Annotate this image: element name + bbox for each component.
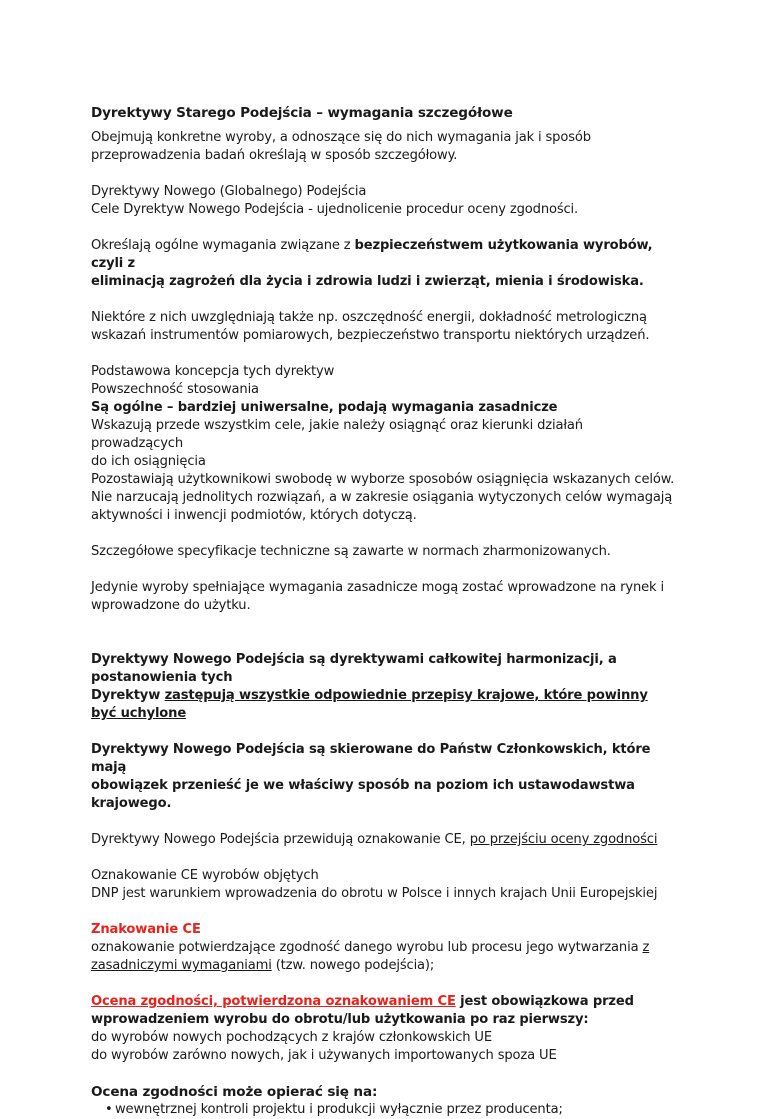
page-heading: Dyrektywy Starego Podejścia – wymagania szczegółowe <box>91 105 513 121</box>
concept-line: Podstawowa koncepcja tych dyrektyw <box>91 364 335 379</box>
concept-line: Nie narzucają jednolitych rozwiązań, a w zakresie osiągania wytyczonych celów wymagają <box>91 490 673 505</box>
ce-products-line: Oznakowanie CE wyrobów objętych <box>91 868 319 883</box>
some-line: wskazań instrumentów pomiarowych, bezpieczeństwo transportu niektórych urządzeń. <box>91 328 650 343</box>
concept-line: Pozostawiają użytkownikowi swobodę w wyborze sposobów osiągnięcia wskazanych celów. <box>91 472 675 487</box>
concept-line: Wskazują przede wszystkim cele, jakie należy osiągnąć oraz kierunki działań prowadzących <box>91 418 583 451</box>
only-line: Jedynie wyroby spełniające wymagania zasadnicze mogą zostać wprowadzone na rynek i <box>91 580 664 595</box>
specs-line: Szczegółowe specyfikacje techniczne są zawarte w normach zharmonizowanych. <box>91 544 611 559</box>
document-body <box>91 104 676 1119</box>
requirements-line: eliminacją zagrożeń dla życia i zdrowia ludzi i zwierząt, mienia i środowiska. <box>91 274 644 289</box>
ocena-line: do wyrobów nowych pochodzących z krajów członkowskich UE <box>91 1030 492 1045</box>
ocena-line: wprowadzeniem wyrobu do obrotu/lub użytkowania po raz pierwszy: <box>91 1012 589 1027</box>
ocena-red-phrase: Ocena zgodności, potwierdzona oznakowaniem CE <box>91 994 456 1009</box>
znakowanie-title: Znakowanie CE <box>91 922 201 937</box>
new-approach-title: Dyrektywy Nowego (Globalnego) Podejścia <box>91 184 367 199</box>
basis-title: Ocena zgodności może opierać się na: <box>91 1084 378 1100</box>
ce-marking-line: Dyrektywy Nowego Podejścia przewidują oznakowanie CE, po przejściu oceny zgodności <box>91 832 658 847</box>
harmonization-line: Dyrektywy Nowego Podejścia są dyrektywami całkowitej harmonizacji, a postanowienia tych <box>91 652 617 685</box>
some-line: Niektóre z nich uwzględniają także np. oszczędność energii, dokładność metrologiczną <box>91 310 647 325</box>
ocena-line: Ocena zgodności, potwierdzona oznakowaniem CE jest obowiązkowa przed <box>91 994 634 1009</box>
concept-line: do ich osiągnięcia <box>91 454 206 469</box>
harmonization-line: Dyrektyw zastępują wszystkie odpowiednie przepisy krajowe, które powinny być uchylone <box>91 688 648 721</box>
list-item-text: wewnętrznej kontroli projektu i produkcji wyłącznie przez producenta; <box>115 1102 563 1117</box>
requirements-line: Określają ogólne wymagania związane z bezpieczeństwem użytkowania wyrobów, czyli z <box>91 238 653 271</box>
only-line: wprowadzone do użytku. <box>91 598 251 613</box>
member-states-line: obowiązek przenieść je we właściwy sposób na poziom ich ustawodawstwa krajowego. <box>91 778 635 811</box>
concept-line: Są ogólne – bardziej uniwersalne, podają wymagania zasadnicze <box>91 400 558 415</box>
member-states-line: Dyrektywy Nowego Podejścia są skierowane do Państw Członkowskich, które mają <box>91 742 651 775</box>
bullet-icon: • <box>105 1102 113 1117</box>
ocena-line: do wyrobów zarówno nowych, jak i używanych importowanych spoza UE <box>91 1048 557 1063</box>
new-approach-goals: Cele Dyrektyw Nowego Podejścia - ujednolicenie procedur oceny zgodności. <box>91 202 579 217</box>
list-item <box>91 1101 676 1119</box>
intro-line: przeprowadzenia badań określają w sposób szczegółowy. <box>91 148 458 163</box>
concept-line: aktywności i inwencji podmiotów, których dotyczą. <box>91 508 417 523</box>
znakowanie-line: oznakowanie potwierdzające zgodność danego wyrobu lub procesu jego wytwarzania z <box>91 940 650 955</box>
intro-line: Obejmują konkretne wyroby, a odnoszące się do nich wymagania jak i sposób <box>91 130 591 145</box>
ce-products-line: DNP jest warunkiem wprowadzenia do obrotu w Polsce i innych krajach Unii Europejskiej <box>91 886 658 901</box>
concept-line: Powszechność stosowania <box>91 382 259 397</box>
znakowanie-line: zasadniczymi wymaganiami (tzw. nowego podejścia); <box>91 958 435 973</box>
